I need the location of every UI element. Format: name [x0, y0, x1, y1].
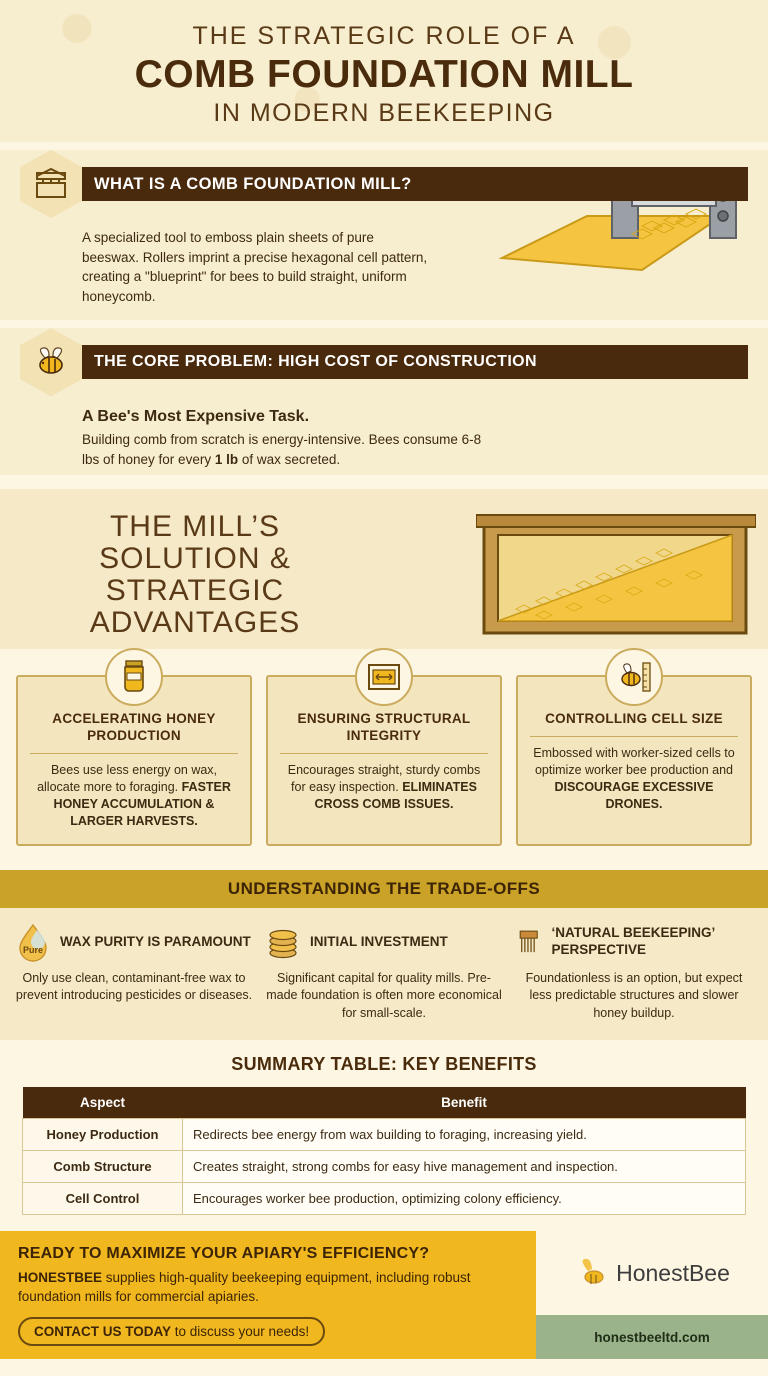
advantage-cards-band: [0, 675, 768, 851]
section1-banner-title: WHAT IS A COMB FOUNDATION MILL?: [70, 167, 748, 201]
natural-comb-brush-icon: [514, 922, 543, 962]
brand-lockup: [536, 1231, 768, 1315]
header-line-3: IN MODERN BEEKEEPING: [213, 99, 555, 127]
table-header-row: [23, 1087, 746, 1119]
card-title: CONTROLLING CELL SIZE: [545, 711, 723, 727]
cell-benefit: Encourages worker bee production, optimizing colony efficiency.: [183, 1183, 746, 1215]
tradeoff-title: INITIAL INVESTMENT: [310, 933, 448, 949]
footer-brand-inline: HONESTBEE: [18, 1270, 103, 1286]
column-header-aspect: Aspect: [23, 1087, 183, 1119]
summary-title: SUMMARY TABLE: KEY BENEFITS: [231, 1054, 537, 1075]
cell-benefit: Redirects bee energy from wax building to foraging, increasing yield.: [183, 1119, 746, 1151]
table-row: [23, 1183, 746, 1215]
advantage-cards: [0, 675, 768, 845]
brand-name: HonestBee: [616, 1259, 730, 1286]
tradeoffs-banner: UNDERSTANDING THE TRADE-OFFS: [0, 870, 768, 908]
tradeoff-title: WAX PURITY IS PARAMOUNT: [60, 933, 251, 949]
section2-text: [82, 430, 482, 469]
section2-subtitle: A Bee's Most Expensive Task.: [82, 408, 310, 426]
card-text: [30, 762, 238, 830]
card-divider: [30, 753, 238, 754]
card-text-bold: FASTER HONEY ACCUMULATION & LARGER HARVESTS.: [53, 780, 231, 828]
solution-title-line2: SOLUTION &: [99, 542, 291, 576]
cta-bold-text: CONTACT US TODAY: [34, 1323, 172, 1339]
card-text-normal: Embossed with worker-sized cells to optimize worker bee production and: [533, 746, 735, 778]
section2-text-after: of wax secreted.: [238, 451, 341, 467]
coins-stack-icon: [264, 922, 302, 962]
hive-frame-icon: [355, 648, 413, 706]
contact-us-button[interactable]: [18, 1317, 325, 1346]
section1-banner-row: [20, 150, 748, 218]
tradeoff-header: [14, 922, 254, 962]
section2-banner-row: [20, 328, 748, 396]
tradeoff-initial-investment: [264, 922, 504, 1023]
footer-cta-panel: [0, 1231, 536, 1359]
section1-body-text: A specialized tool to emboss plain sheets of pure beeswax. Rollers imprint a precise hexagonal cell pattern, creating a "blueprint" for bees to build straight, uniform honeycomb.: [82, 230, 428, 304]
card-ensuring-structural-integrity: [266, 675, 502, 845]
hive-frame-illustration: [476, 509, 756, 649]
solution-title-line3: STRATEGIC: [105, 573, 285, 607]
honestbee-logo-icon: [574, 1257, 608, 1289]
card-divider: [530, 736, 738, 737]
tradeoff-header: [264, 922, 504, 962]
mill-icon: [20, 150, 82, 218]
card-text: [530, 745, 738, 813]
card-text-normal: Bees use less energy on wax, allocate more to foraging.: [37, 763, 218, 794]
page-title: COMB FOUNDATION MILL: [134, 53, 634, 96]
cell-aspect: Honey Production: [23, 1119, 183, 1151]
footer-body-text: supplies high-quality beekeeping equipment, including robust foundation mills for commercial apiaries.: [18, 1270, 471, 1305]
tradeoff-text: Foundationless is an option, but expect less predictable structures and slower honey buildup.: [525, 970, 743, 1020]
tradeoff-header: [514, 922, 754, 962]
section2-text-before: Building comb from scratch is energy-intensive. Bees consume 6-8 lbs of honey for every: [82, 432, 482, 467]
card-text-normal: Encourages straight, sturdy combs for easy inspection.: [287, 763, 481, 794]
tradeoffs-section: [0, 908, 768, 1041]
card-controlling-cell-size: [516, 675, 752, 845]
bee-icon: [20, 328, 82, 396]
card-text-bold: DISCOURAGE EXCESSIVE DRONES.: [554, 780, 714, 811]
column-header-benefit: Benefit: [183, 1087, 746, 1119]
website-url[interactable]: honestbeeltd.com: [536, 1315, 768, 1359]
tradeoff-text: Significant capital for quality mills. Pre-made foundation is often more economical for small-scale.: [266, 970, 502, 1020]
section-solution: [0, 489, 768, 649]
cell-benefit: Creates straight, strong combs for easy hive management and inspection.: [183, 1151, 746, 1183]
cta-rest-text: to discuss your needs!: [171, 1323, 310, 1339]
summary-section: [0, 1040, 768, 1231]
svg-text:Pure: Pure: [22, 944, 44, 955]
table-row: [23, 1151, 746, 1183]
table-row: [23, 1119, 746, 1151]
section2-text-bold: 1 lb: [214, 451, 239, 467]
page-footer: [0, 1231, 768, 1359]
wax-drop-pure-icon: [14, 922, 52, 962]
section2-body: [20, 408, 748, 469]
card-title: ACCELERATING HONEY PRODUCTION: [52, 711, 216, 744]
cell-aspect: Comb Structure: [23, 1151, 183, 1183]
footer-body: [18, 1269, 518, 1307]
card-accelerating-honey-production: [16, 675, 252, 845]
tradeoff-wax-purity: [14, 922, 254, 1023]
footer-headline: READY TO MAXIMIZE YOUR APIARY'S EFFICIENCY?: [18, 1245, 430, 1263]
cell-aspect: Cell Control: [23, 1183, 183, 1215]
header-line-1: THE STRATEGIC ROLE OF A: [192, 22, 576, 50]
tradeoff-text: Only use clean, contaminant-free wax to prevent introducing pesticides or diseases.: [15, 970, 253, 1003]
honey-jar-icon: [105, 648, 163, 706]
summary-table: [22, 1087, 746, 1215]
section-what-is: [0, 150, 768, 320]
solution-title-line1: THE MILL’S: [109, 510, 281, 544]
solution-title-line4: ADVANTAGES: [89, 605, 301, 639]
footer-brand-panel: [536, 1231, 768, 1359]
solution-title: [30, 505, 360, 638]
bee-ruler-icon: [605, 648, 663, 706]
tradeoff-natural-beekeeping: [514, 922, 754, 1023]
section2-banner-title: THE CORE PROBLEM: HIGH COST OF CONSTRUCTION: [70, 345, 748, 379]
card-text-bold: ELIMINATES CROSS COMB ISSUES.: [314, 780, 477, 811]
card-title: ENSURING STRUCTURAL INTEGRITY: [297, 711, 471, 744]
section-core-problem: [0, 328, 768, 475]
page-header: [0, 0, 768, 142]
tradeoff-title: ‘NATURAL BEEKEEPING’ PERSPECTIVE: [551, 925, 715, 957]
card-text: [280, 762, 488, 813]
card-divider: [280, 753, 488, 754]
